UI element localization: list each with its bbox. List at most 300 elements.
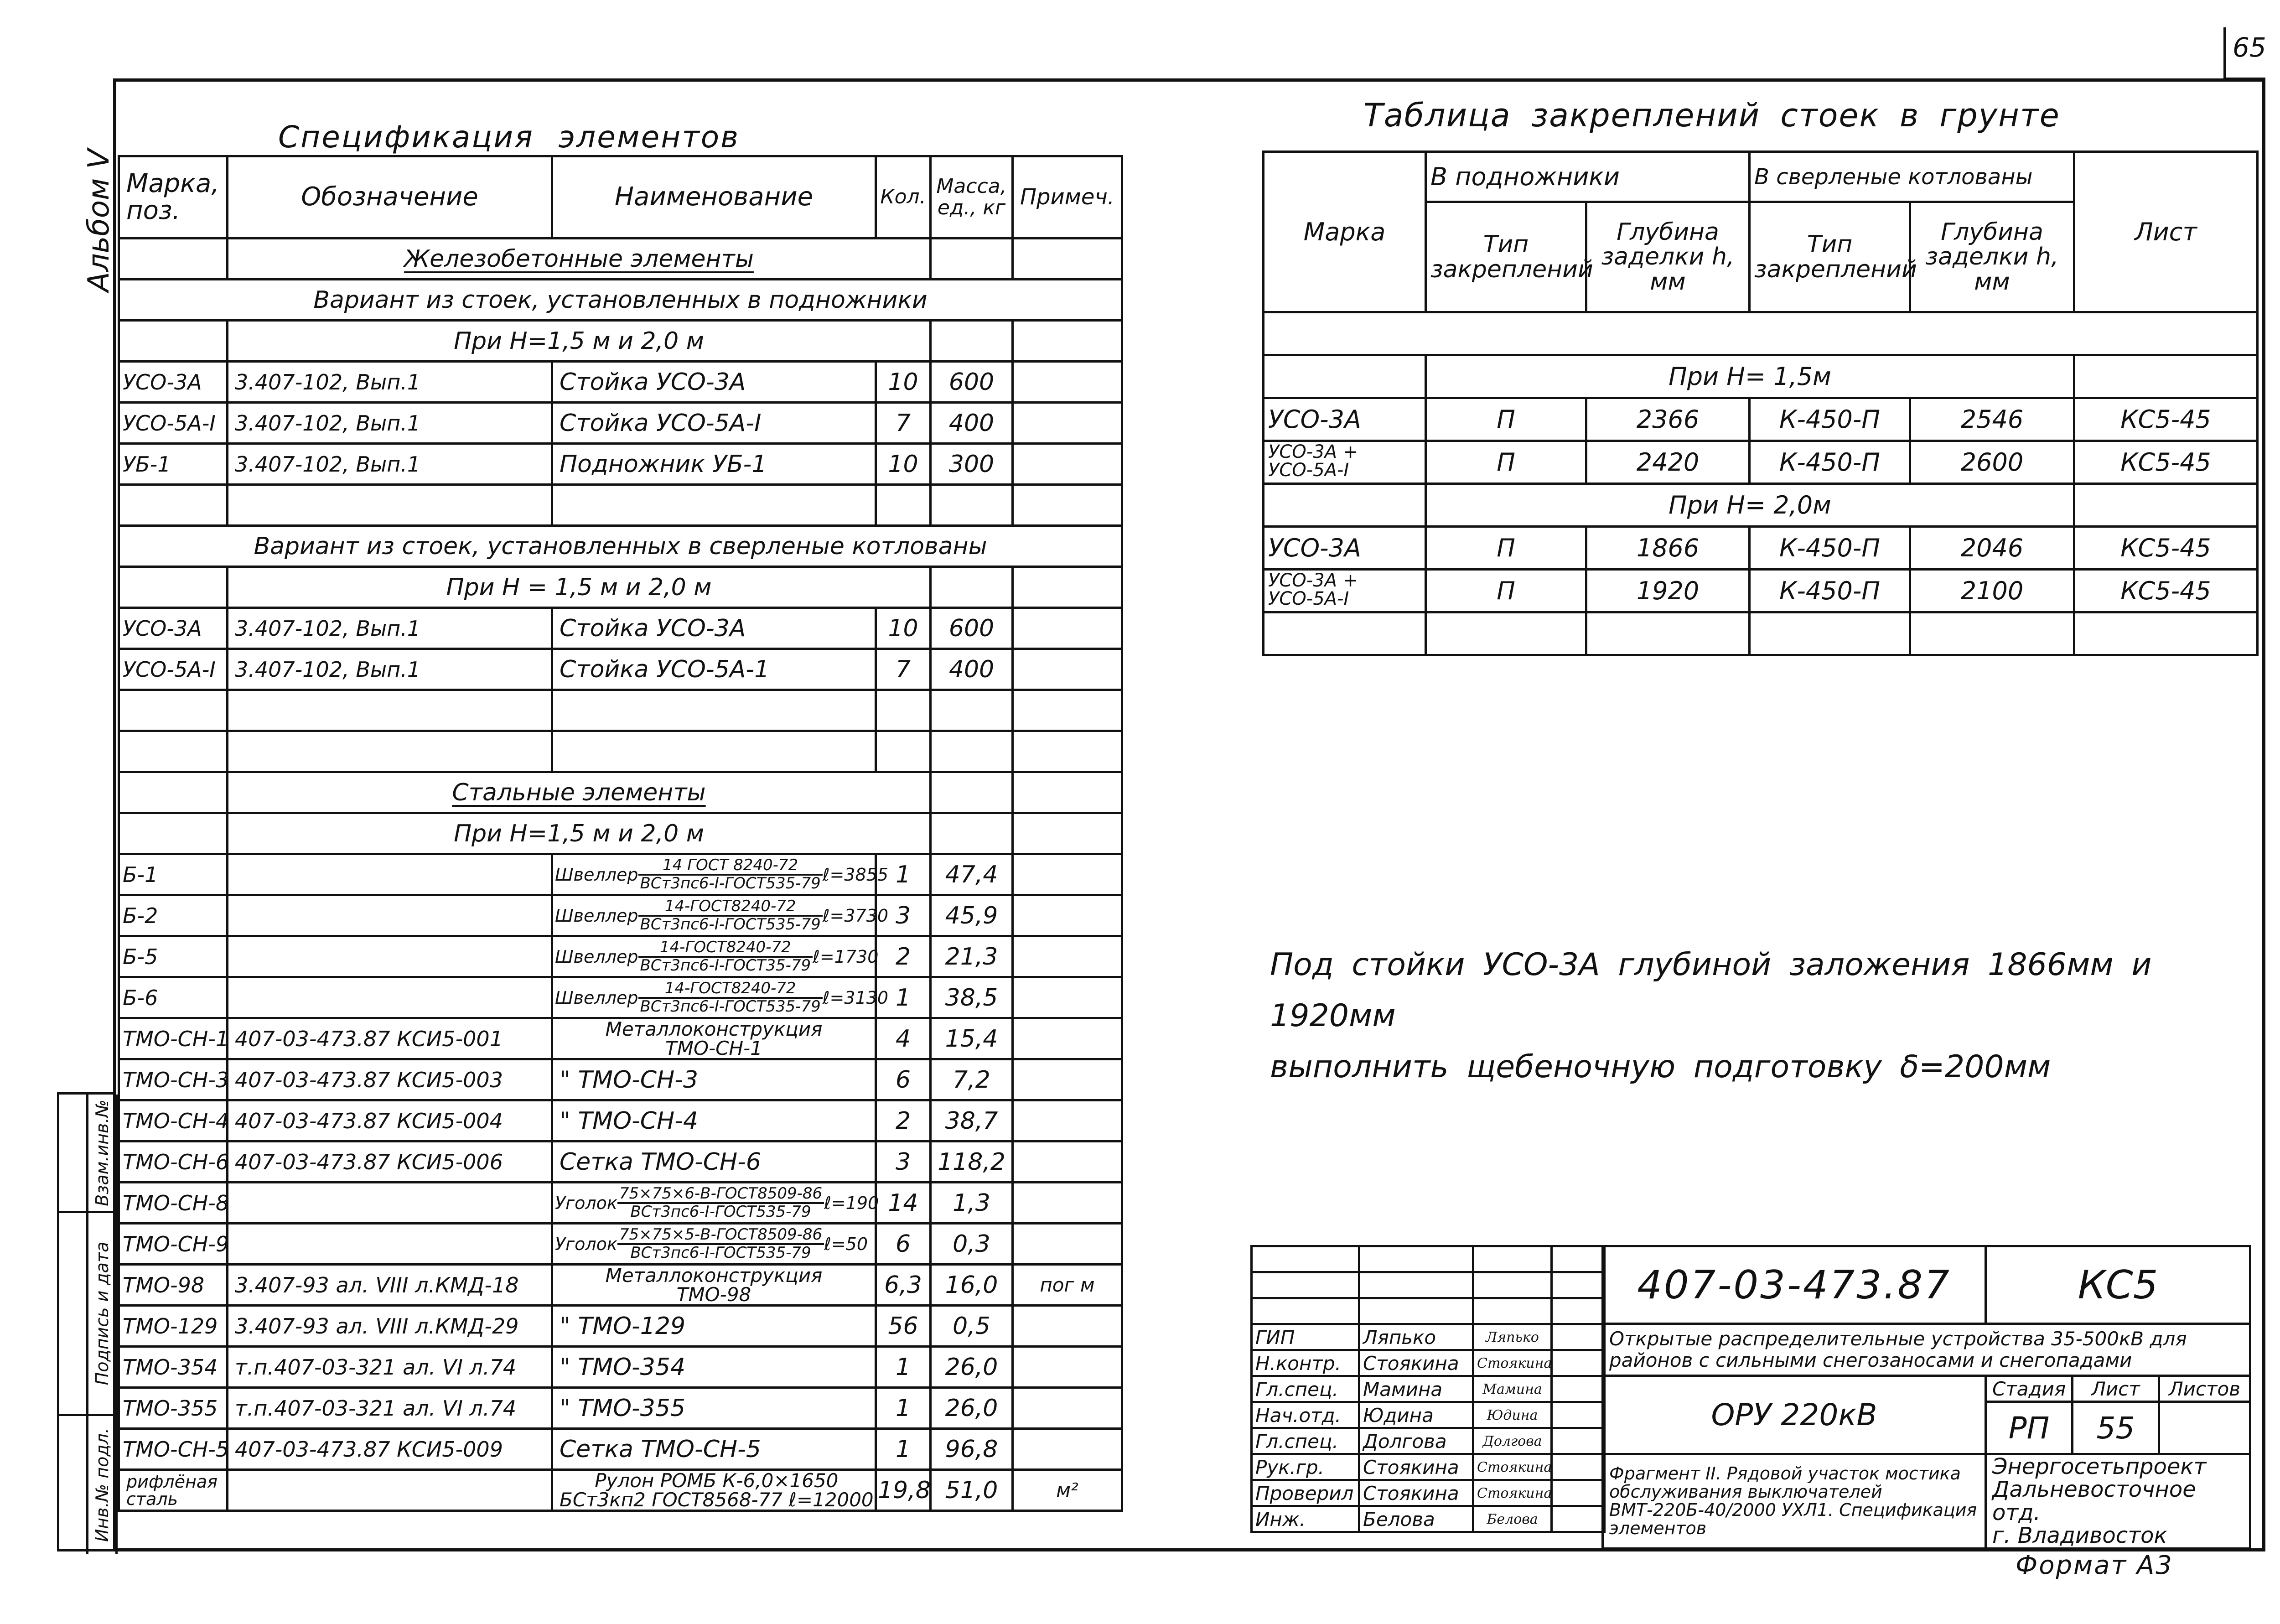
tb-sheet-code: КС5: [1986, 1246, 2250, 1324]
tb-name: Стоякина: [1359, 1480, 1473, 1506]
spec-col-mass: Масса, ед., кг: [931, 156, 1013, 239]
sheet-format: Формат А3: [2016, 1551, 2173, 1580]
empty-cell: [876, 690, 931, 731]
spec-row: [119, 1018, 1122, 1059]
spec-section-rc: [119, 239, 1122, 280]
spec-ref: т.п.407-03-321 ал. VI л.74: [228, 1388, 552, 1429]
anchor-mark-line-1: УСО-3А +: [1268, 570, 1358, 591]
spec-mark: УСО-5А-I: [119, 403, 228, 444]
spec-name-fraction: [638, 857, 823, 892]
spec-qty: 7: [876, 649, 931, 690]
tb-stage-header: Стадия: [1986, 1376, 2073, 1402]
empty-cell: [552, 731, 876, 772]
spec-name-stack: [560, 1471, 874, 1510]
stamp-sign-date: Подпись и дата: [92, 1241, 112, 1385]
anchor-type-1: П: [1426, 398, 1586, 441]
spec-name: [552, 1018, 876, 1059]
tb-role: ГИП: [1252, 1324, 1359, 1350]
spec-qty: 14: [876, 1183, 931, 1224]
tb-role: Н.контр.: [1252, 1350, 1359, 1376]
tb-project-name: Открытые распределительные устройства 35-500кВ для районов с сильными снегозаносами и снегопадами: [1603, 1324, 2250, 1376]
tb-row-drawing: [1603, 1454, 2250, 1549]
spec-name: [552, 854, 889, 895]
tb-name: Юдина: [1359, 1402, 1473, 1428]
tb-row-stage-header: [1603, 1376, 2250, 1402]
spec-row: [119, 444, 1122, 485]
stamp-cell: [88, 1416, 115, 1554]
tb-row-code: [1603, 1246, 2250, 1324]
spec-name: [552, 977, 889, 1018]
spec-col-ref: Обозначение: [228, 156, 552, 239]
spec-mass: 600: [931, 608, 1013, 649]
spec-row: [119, 1059, 1122, 1100]
anchor-depth-1: 2366: [1586, 398, 1750, 441]
stamp-cell: [88, 1095, 115, 1213]
spec-note: [1013, 1306, 1122, 1347]
tb-object: ОРУ 220кВ: [1603, 1376, 1986, 1454]
stamp-replace-inv: Взам.инв.№: [92, 1099, 112, 1206]
spec-row: [119, 1265, 1122, 1306]
spec-note: [1013, 1183, 1122, 1224]
side-stamp: [57, 1092, 115, 1551]
anchor-empty-cell: [1750, 612, 1910, 655]
empty-cell: [228, 690, 552, 731]
anchor-sheet: КС5-45: [2074, 441, 2258, 484]
tb-signature: Белова: [1473, 1506, 1552, 1532]
empty-cell: [119, 567, 228, 608]
tb-date: [1552, 1350, 1605, 1376]
spec-name-length: ℓ=190: [824, 1193, 879, 1213]
spec-ref: [228, 977, 552, 1018]
spec-section-variant-2-label: [119, 526, 1122, 567]
spec-mark: Б-1: [119, 854, 228, 895]
tb-organization: [1986, 1454, 2250, 1549]
spec-col-note: Примеч.: [1013, 156, 1122, 239]
tb-blank-row: [1252, 1246, 1605, 1272]
empty-cell: [1013, 731, 1122, 772]
spec-section-steel-label: Стальные элементы: [228, 772, 931, 813]
anchor-sub-h20: [1264, 484, 2258, 527]
stamp-cell: [59, 1213, 86, 1416]
spec-note: [1013, 1100, 1122, 1141]
spec-empty-row: [119, 731, 1122, 772]
anchor-sub-h15: [1264, 355, 2258, 398]
spec-mark: ТМО-СН-4: [119, 1100, 228, 1141]
tb-org-line-3: г. Владивосток: [1992, 1523, 2167, 1549]
anchor-type-1: П: [1426, 527, 1586, 570]
empty-cell: [119, 813, 228, 854]
spec-mark: УСО-3А: [119, 362, 228, 403]
spec-note: [1013, 936, 1122, 977]
spec-ref: [228, 936, 552, 977]
spec-name-stack: [606, 1266, 823, 1304]
empty-cell: [931, 772, 1013, 813]
spec-row: [119, 1100, 1122, 1141]
spec-mark-stack: [126, 1473, 218, 1508]
spec-note: [1013, 1018, 1122, 1059]
spec-section-variant-1-label: [119, 280, 1122, 321]
spec-qty: 6: [876, 1059, 931, 1100]
spec-ref: 407-03-473.87 КСИ5-006: [228, 1141, 552, 1183]
spec-col-name: Наименование: [552, 156, 876, 239]
empty-cell: [931, 731, 1013, 772]
spec-section-height-1: [119, 321, 1122, 362]
anchor-row: [1264, 441, 2258, 484]
anchor-sub-h15-label: При Н= 1,5м: [1426, 355, 2074, 398]
anchor-col-type-1: Тип закреплений: [1426, 202, 1586, 312]
spec-mass: 47,4: [931, 854, 1013, 895]
empty-cell: [931, 485, 1013, 526]
anchor-depth-1: 1920: [1586, 570, 1750, 612]
spec-mark: ТМО-СН-3: [119, 1059, 228, 1100]
spec-qty: 10: [876, 444, 931, 485]
spec-name-prefix: Уголок: [555, 1193, 617, 1213]
anchor-table-title: Таблица закреплений стоек в грунте: [1363, 97, 2060, 134]
spec-name: " ТМО-129: [552, 1306, 876, 1347]
spec-name-line-2: БСт3кп2 ГОСТ8568-77 ℓ=12000: [560, 1488, 874, 1511]
spec-col-qty: Кол.: [876, 156, 931, 239]
spec-mass: 21,3: [931, 936, 1013, 977]
tb-sheet: 55: [2073, 1402, 2159, 1454]
spec-ref: [228, 854, 552, 895]
spec-name-length: ℓ=1730: [813, 946, 879, 967]
empty-cell: [931, 567, 1013, 608]
spec-name: Стойка УСО-5А-1: [552, 649, 876, 690]
spec-section-height-1-label: При Н=1,5 м и 2,0 м: [228, 321, 931, 362]
spec-row: [119, 1183, 1122, 1224]
title-block-signatures: [1250, 1245, 1606, 1533]
tb-signature: Юдина: [1473, 1402, 1552, 1428]
spec-empty-row: [119, 485, 1122, 526]
spec-mass: 45,9: [931, 895, 1013, 936]
spec-mass: 400: [931, 649, 1013, 690]
spec-mark: ТМО-СН-6: [119, 1141, 228, 1183]
stamp-cell: [59, 1416, 86, 1554]
anchor-type-2: К-450-П: [1750, 570, 1910, 612]
spec-name-line-2: ТМО-98: [676, 1283, 751, 1306]
spec-qty: 2: [876, 936, 931, 977]
spec-mass: 300: [931, 444, 1013, 485]
empty-cell: [2074, 355, 2258, 398]
spec-ref: 3.407-102, Вып.1: [228, 403, 552, 444]
anchor-mark-stack: [1268, 571, 1358, 608]
spec-qty: 2: [876, 1100, 931, 1141]
anchor-mark: [1264, 570, 1426, 612]
spec-section-variant-2: [119, 526, 1122, 567]
empty-cell: [1264, 355, 1426, 398]
spec-section-rc-label: Железобетонные элементы: [228, 239, 931, 280]
empty-cell: [228, 731, 552, 772]
anchor-header-row-1: [1264, 152, 2258, 202]
spec-name-prefix: Швеллер: [555, 946, 638, 967]
spec-section-variant-1-text: Вариант из стоек, установленных в подножники: [313, 286, 928, 314]
spec-name-denominator: ВСт3пс6-I-ГОСТ535-79: [640, 915, 821, 934]
tb-date: [1552, 1506, 1605, 1532]
tb-row-project: [1603, 1324, 2250, 1376]
anchor-col-group-bored: В сверленые котлованы: [1750, 152, 2074, 202]
anchor-table: [1262, 150, 2259, 656]
anchor-depth-1: 1866: [1586, 527, 1750, 570]
tb-person-row: [1252, 1350, 1605, 1376]
spec-section-height-3-label: При Н=1,5 м и 2,0 м: [228, 813, 931, 854]
empty-cell: [119, 731, 228, 772]
empty-cell: [1013, 239, 1122, 280]
tb-name: Белова: [1359, 1506, 1473, 1532]
spec-mark: ТМО-354: [119, 1347, 228, 1388]
spec-row: [119, 1141, 1122, 1183]
tb-blank-cell: [1359, 1246, 1473, 1272]
tb-blank-cell: [1359, 1298, 1473, 1324]
empty-cell: [119, 485, 228, 526]
anchor-row: [1264, 398, 2258, 441]
tb-blank-cell: [1473, 1272, 1552, 1298]
spec-name: Сетка ТМО-СН-6: [552, 1141, 876, 1183]
spec-name-prefix: Уголок: [555, 1234, 617, 1254]
spec-note: [1013, 1059, 1122, 1100]
tb-blank-cell: [1252, 1298, 1359, 1324]
spec-name-line-1: Металлоконструкция: [605, 1264, 823, 1287]
spec-row: [119, 608, 1122, 649]
spec-mark: УСО-3А: [119, 608, 228, 649]
anchor-type-2: К-450-П: [1750, 527, 1910, 570]
anchor-depth-2: 2600: [1910, 441, 2074, 484]
tb-org-line-1: Энергосетьпроект: [1992, 1454, 2207, 1479]
anchor-sheet: КС5-45: [2074, 570, 2258, 612]
empty-cell: [931, 690, 1013, 731]
empty-cell: [119, 321, 228, 362]
empty-cell: [931, 239, 1013, 280]
tb-signature: Мамина: [1473, 1376, 1552, 1402]
album-label: Альбом V: [82, 149, 116, 292]
tb-role: Рук.гр.: [1252, 1454, 1359, 1480]
spec-ref: [228, 1224, 552, 1265]
spec-section-height-2-label: При Н = 1,5 м и 2,0 м: [228, 567, 931, 608]
tb-drawing-code: 407-03-473.87: [1603, 1246, 1986, 1324]
tb-sheets-header: Листов: [2159, 1376, 2250, 1402]
anchor-mark-line-1: УСО-3А +: [1268, 441, 1358, 462]
spec-row: [119, 1306, 1122, 1347]
spec-qty: 7: [876, 403, 931, 444]
spec-note: [1013, 1141, 1122, 1183]
empty-cell: [1264, 484, 1426, 527]
spec-qty: 3: [876, 1141, 931, 1183]
tb-sheets: [2159, 1402, 2250, 1454]
anchor-empty-cell: [1910, 612, 2074, 655]
spec-name: Стойка УСО-3А: [552, 608, 876, 649]
spec-mass: 7,2: [931, 1059, 1013, 1100]
tb-blank-cell: [1552, 1298, 1605, 1324]
empty-cell: [119, 690, 228, 731]
spec-mass: 0,5: [931, 1306, 1013, 1347]
spec-section-steel: [119, 772, 1122, 813]
spec-mark: ТМО-98: [119, 1265, 228, 1306]
tb-role: Инж.: [1252, 1506, 1359, 1532]
spec-mass: 38,7: [931, 1100, 1013, 1141]
spec-name-fraction: [638, 981, 823, 1015]
anchor-type-1: П: [1426, 441, 1586, 484]
tb-person-row: [1252, 1506, 1605, 1532]
spec-mark: ТМО-129: [119, 1306, 228, 1347]
stamp-inv-orig: Инв.№ подл.: [92, 1427, 112, 1542]
spec-ref: 3.407-102, Вып.1: [228, 362, 552, 403]
spec-row: [119, 1224, 1122, 1265]
spec-name-numerator: 14-ГОСТ8240-72: [638, 939, 813, 958]
tb-person-row: [1252, 1480, 1605, 1506]
spec-mass: 26,0: [931, 1388, 1013, 1429]
spec-name: Стойка УСО-3А: [552, 362, 876, 403]
spec-name: " ТМО-354: [552, 1347, 876, 1388]
spec-ref: 3.407-93 ал. VIII л.КМД-29: [228, 1306, 552, 1347]
spec-qty: 6: [876, 1224, 931, 1265]
spec-row: [119, 1347, 1122, 1388]
spec-section-height-3: [119, 813, 1122, 854]
anchor-col-depth-2: Глубина заделки h, мм: [1910, 202, 2074, 312]
empty-cell: [1013, 772, 1122, 813]
spec-qty: 6,3: [876, 1265, 931, 1306]
spec-name-denominator: ВСт3пс6-I-ГОСТ35-79: [640, 956, 811, 975]
spec-name-stack: [605, 1017, 823, 1059]
tb-blank-cell: [1252, 1246, 1359, 1272]
spec-name-prefix: Швеллер: [555, 905, 638, 926]
tb-signature: Стоякина: [1473, 1480, 1552, 1506]
tb-blank-row: [1252, 1272, 1605, 1298]
note-line-1: Под стойки УСО-3А глубиной заложения 1866мм и 1920мм: [1270, 947, 2152, 1034]
spec-row: [119, 1470, 1122, 1511]
anchor-col-group-footings: В подножники: [1426, 152, 1750, 202]
tb-signature: Стоякина: [1473, 1454, 1552, 1480]
spec-row: [119, 649, 1122, 690]
spec-ref: 407-03-473.87 КСИ5-004: [228, 1100, 552, 1141]
spec-mass: 0,3: [931, 1224, 1013, 1265]
anchor-mark-line-2: УСО-5А-I: [1268, 459, 1349, 481]
spec-ref: т.п.407-03-321 ал. VI л.74: [228, 1347, 552, 1388]
spec-name-length: ℓ=3730: [822, 905, 889, 926]
spec-row: [119, 362, 1122, 403]
spec-note: [1013, 1388, 1122, 1429]
spec-mark: УБ-1: [119, 444, 228, 485]
spec-qty: 19,8: [876, 1470, 931, 1511]
spec-name-denominator: ВСт3пс6-I-ГОСТ535-79: [630, 1243, 811, 1262]
spec-mark: ТМО-СН-9: [119, 1224, 228, 1265]
anchor-empty-row: [1264, 312, 2258, 355]
empty-cell: [119, 239, 228, 280]
spec-mass: 15,4: [931, 1018, 1013, 1059]
spec-note: [1013, 649, 1122, 690]
spec-ref: 407-03-473.87 КСИ5-003: [228, 1059, 552, 1100]
spec-qty: 3: [876, 895, 931, 936]
anchor-type-1: П: [1426, 570, 1586, 612]
empty-cell: [1013, 813, 1122, 854]
spec-mass: 51,0: [931, 1470, 1013, 1511]
spec-ref: 3.407-93 ал. VIII л.КМД-18: [228, 1265, 552, 1306]
tb-date: [1552, 1428, 1605, 1454]
spec-qty: 56: [876, 1306, 931, 1347]
spec-name: [552, 1470, 876, 1511]
spec-mark: Б-6: [119, 977, 228, 1018]
spec-qty: 4: [876, 1018, 931, 1059]
spec-name-numerator: 14 ГОСТ 8240-72: [638, 857, 823, 876]
tb-name: Стоякина: [1359, 1350, 1473, 1376]
spec-mass: 118,2: [931, 1141, 1013, 1183]
spec-section-variant-1: [119, 280, 1122, 321]
tb-blank-cell: [1359, 1272, 1473, 1298]
spec-empty-row: [119, 690, 1122, 731]
spec-row: [119, 1429, 1122, 1470]
spec-row: [119, 977, 1122, 1018]
empty-cell: [931, 813, 1013, 854]
spec-name: Подножник УБ-1: [552, 444, 876, 485]
spec-row: [119, 936, 1122, 977]
spec-row: [119, 895, 1122, 936]
side-stamp-col-labels: [88, 1095, 118, 1554]
anchor-col-sheet: Лист: [2074, 152, 2258, 312]
spec-mark: Б-2: [119, 895, 228, 936]
spec-note: пог м: [1013, 1265, 1122, 1306]
anchor-depth-2: 2100: [1910, 570, 2074, 612]
anchor-mark-stack: [1268, 443, 1358, 479]
note: [1270, 939, 2280, 1093]
anchor-type-2: К-450-П: [1750, 398, 1910, 441]
spec-mark: ТМО-355: [119, 1388, 228, 1429]
spec-name-numerator: 14-ГОСТ8240-72: [638, 898, 823, 917]
anchor-sheet: КС5-45: [2074, 398, 2258, 441]
anchor-empty-cell: [1264, 312, 2258, 355]
spec-name-fraction: [617, 1227, 824, 1261]
spec-note: [1013, 854, 1122, 895]
anchor-col-depth-1: Глубина заделки h, мм: [1586, 202, 1750, 312]
anchor-mark: [1264, 441, 1426, 484]
spec-qty: 1: [876, 977, 931, 1018]
spec-mark: ТМО-СН-8: [119, 1183, 228, 1224]
empty-cell: [552, 690, 876, 731]
spec-note: [1013, 608, 1122, 649]
spec-name: [552, 1183, 879, 1224]
empty-cell: [1013, 690, 1122, 731]
empty-cell: [1013, 485, 1122, 526]
tb-name: Мамина: [1359, 1376, 1473, 1402]
spec-name: [552, 1224, 876, 1265]
anchor-depth-2: 2546: [1910, 398, 2074, 441]
spec-name-denominator: ВСт3пс6-I-ГОСТ535-79: [640, 874, 821, 892]
stamp-cell: [88, 1213, 115, 1416]
tb-name: Ляпько: [1359, 1324, 1473, 1350]
spec-section-height-2: [119, 567, 1122, 608]
spec-row: [119, 403, 1122, 444]
spec-name: [552, 936, 879, 977]
spec-mass: 400: [931, 403, 1013, 444]
spec-name-denominator: ВСт3пс6-I-ГОСТ535-79: [630, 1202, 811, 1221]
tb-name: Долгова: [1359, 1428, 1473, 1454]
tb-stage: РП: [1986, 1402, 2073, 1454]
tb-name: Стоякина: [1359, 1454, 1473, 1480]
tb-drawing-name: Фрагмент II. Рядовой участок мостика обслуживания выключателей ВМТ-220Б-40/2000 УХЛ1. Спецификация элементов: [1603, 1454, 1986, 1549]
spec-name: Сетка ТМО-СН-5: [552, 1429, 876, 1470]
tb-date: [1552, 1454, 1605, 1480]
spec-name-length: ℓ=3130: [822, 987, 889, 1008]
anchor-sheet: КС5-45: [2074, 527, 2258, 570]
tb-blank-cell: [1473, 1298, 1552, 1324]
spec-title: Спецификация элементов: [278, 119, 740, 155]
anchor-type-2: К-450-П: [1750, 441, 1910, 484]
tb-date: [1552, 1402, 1605, 1428]
spec-name-length: ℓ=50: [824, 1234, 868, 1254]
tb-signature: Ляпько: [1473, 1324, 1552, 1350]
spec-qty: 1: [876, 1388, 931, 1429]
tb-role: Гл.спец.: [1252, 1376, 1359, 1402]
note-line-2: выполнить щебеночную подготовку δ=200мм: [1270, 1049, 2051, 1085]
spec-ref: 3.407-102, Вып.1: [228, 444, 552, 485]
tb-role: Гл.спец.: [1252, 1428, 1359, 1454]
